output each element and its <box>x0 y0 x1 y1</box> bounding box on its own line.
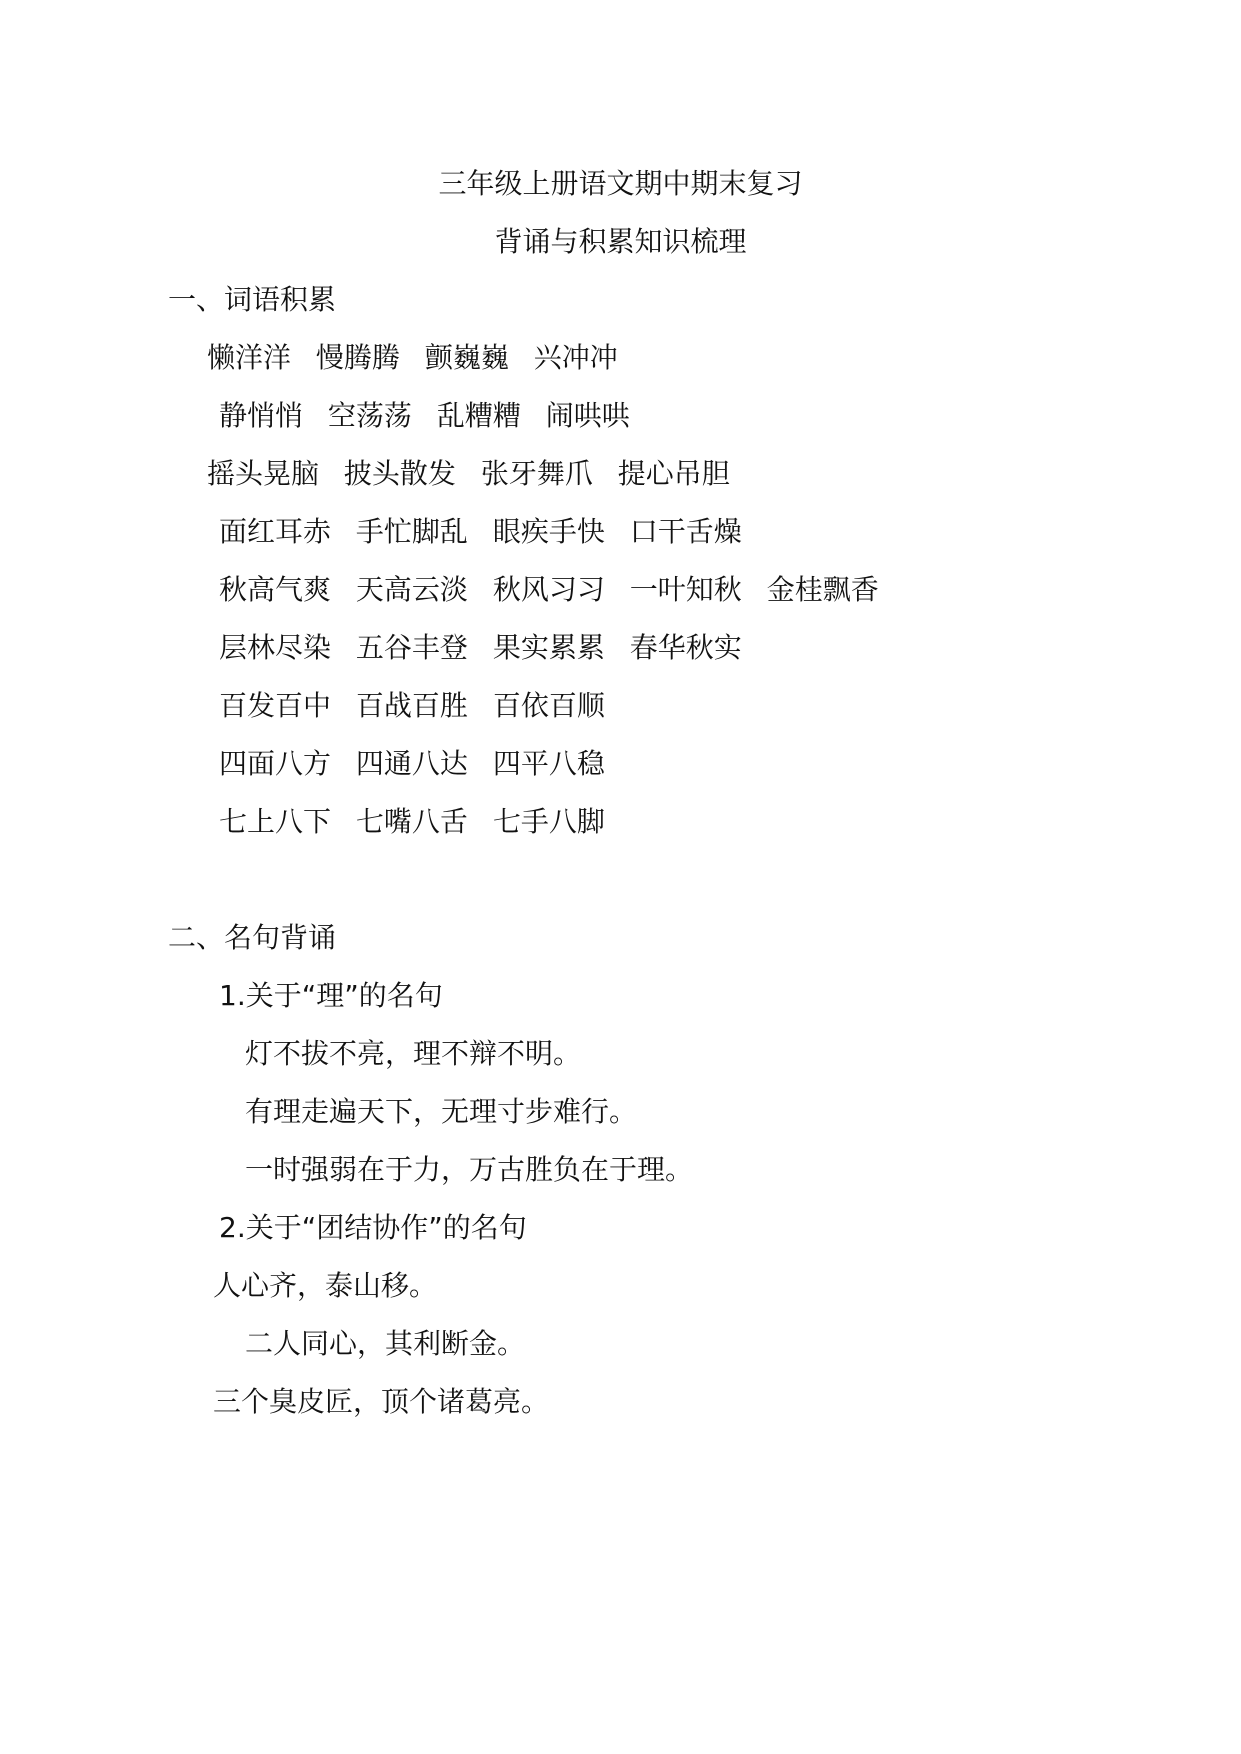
word-item: 静悄悄 <box>219 399 304 432</box>
word-item: 四通八达 <box>355 747 468 780</box>
word-row <box>207 454 730 494</box>
word-item: 四面八方 <box>219 747 332 780</box>
word-item: 果实累累 <box>492 631 605 664</box>
word-item: 百依百顺 <box>492 689 605 722</box>
quote-line: 二人同心，其利断金。 <box>245 1327 526 1360</box>
word-item: 空荡荡 <box>327 399 412 432</box>
word-item: 百发百中 <box>219 689 332 722</box>
word-item: 秋高气爽 <box>219 573 332 606</box>
section-heading-vocabulary: 一、词语积累 <box>168 283 337 316</box>
word-item: 闹哄哄 <box>545 399 630 432</box>
word-item: 金桂飘香 <box>766 573 879 606</box>
section-heading-quotes: 二、名句背诵 <box>168 921 337 954</box>
word-row <box>219 512 742 552</box>
word-item: 五谷丰登 <box>355 631 468 664</box>
document-title: 三年级上册语文期中期末复习 <box>438 167 803 200</box>
word-item: 颤巍巍 <box>424 341 509 374</box>
word-item: 百战百胜 <box>355 689 468 722</box>
word-item: 披头散发 <box>343 457 456 490</box>
word-row <box>219 628 742 668</box>
word-item: 面红耳赤 <box>219 515 332 548</box>
word-item: 天高云淡 <box>355 573 468 606</box>
word-row <box>219 686 605 726</box>
word-item: 秋风习习 <box>492 573 605 606</box>
word-item: 七嘴八舌 <box>355 805 468 838</box>
quote-line: 三个臭皮匠，顶个诸葛亮。 <box>213 1385 550 1418</box>
quote-line: 有理走遍天下，无理寸步难行。 <box>245 1095 638 1128</box>
word-item: 乱糟糟 <box>436 399 521 432</box>
quote-line: 一时强弱在于力，万古胜负在于理。 <box>245 1153 694 1186</box>
quote-line: 人心齐，泰山移。 <box>213 1269 438 1302</box>
word-item: 一叶知秋 <box>629 573 742 606</box>
word-item: 提心吊胆 <box>617 457 730 490</box>
word-item: 张牙舞爪 <box>480 457 593 490</box>
word-item: 七手八脚 <box>492 805 605 838</box>
word-item: 春华秋实 <box>629 631 742 664</box>
word-row <box>219 396 630 436</box>
word-item: 兴冲冲 <box>533 341 618 374</box>
word-item: 手忙脚乱 <box>355 515 468 548</box>
quote-group-title: 2.关于“团结协作”的名句 <box>219 1211 527 1244</box>
word-row <box>207 338 618 378</box>
document-subtitle: 背诵与积累知识梳理 <box>494 225 747 258</box>
quote-line: 灯不拔不亮，理不辩不明。 <box>245 1037 582 1070</box>
word-item: 眼疾手快 <box>492 515 605 548</box>
word-row <box>219 802 605 842</box>
word-item: 层林尽染 <box>219 631 332 664</box>
word-item: 四平八稳 <box>492 747 605 780</box>
word-item: 慢腾腾 <box>315 341 400 374</box>
word-item: 懒洋洋 <box>207 341 292 374</box>
word-row <box>219 570 879 610</box>
word-item: 口干舌燥 <box>629 515 742 548</box>
word-item: 摇头晃脑 <box>207 457 320 490</box>
quote-group-title: 1.关于“理”的名句 <box>219 979 443 1012</box>
word-item: 七上八下 <box>219 805 332 838</box>
word-row <box>219 744 605 784</box>
